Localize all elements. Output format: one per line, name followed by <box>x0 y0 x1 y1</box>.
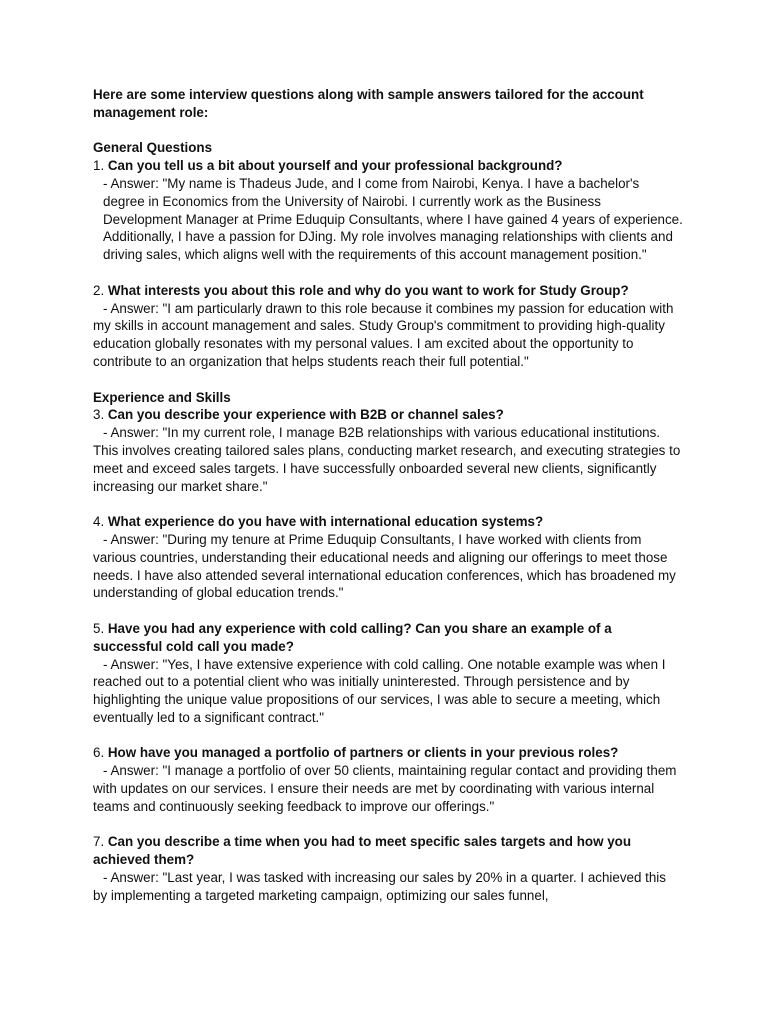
answer-body: - Answer: "I am particularly drawn to this role because it combines my passion for education with my skills in account management and sales. Study Group's commitment to providing high-quality education globally resonates with my personal values. I am excited about the opportunity to contribute to an organization that helps students reach their full potential." <box>93 300 674 369</box>
question-text: Can you describe your experience with B2B or channel sales? <box>107 407 504 423</box>
answer-body: - Answer: "During my tenure at Prime Eduquip Consultants, I have worked with clients from various countries, understanding their educational needs and aligning our offerings to meet those needs. I have also attended several international education conferences, which has broadened my understanding of global education trends." <box>93 531 676 601</box>
answer-body: - Answer: "I manage a portfolio of over 50 clients, maintaining regular contact and providing them with updates on our services. I ensure their needs are met by coordinating with various internal teams and continuously seeking feedback to improve our offerings." <box>93 763 677 814</box>
question-text: What interests you about this role and why do you want to work for Study Group? <box>107 282 629 298</box>
question-block-1 <box>93 157 683 264</box>
question-number: 7. <box>93 834 108 850</box>
answer-body: - Answer: "Last year, I was tasked with increasing our sales by 20% in a quarter. I achieved this by implementing a targeted marketing campaign, optimizing our sales funnel, <box>93 870 666 903</box>
question-text: Can you describe a time when you had to meet specific sales targets and how you achieved them? <box>93 834 632 868</box>
answer-text <box>93 531 683 602</box>
intro-text: Here are some interview questions along with sample answers tailored for the account management role: <box>93 87 644 120</box>
question-text: What experience do you have with international education systems? <box>107 514 544 530</box>
question-line <box>93 157 683 175</box>
question-block-6 <box>93 744 683 815</box>
question-block-5 <box>93 620 683 727</box>
spacer <box>93 602 683 620</box>
question-line <box>93 620 683 656</box>
spacer <box>93 495 683 513</box>
answer-text: - Answer: "My name is Thadeus Jude, and I come from Nairobi, Kenya. I have a bachelor's degree in Economics from the University of Nairobi. I currently work as the Business Development Manager at Prime Eduquip Consultants, where I have gained 4 years of experience. Additionally, I have a passion for DJing. My role involves managing relationships with clients and driving sales, which aligns well with the requirements of this account management position." <box>103 175 683 263</box>
question-number: 1. <box>93 158 108 174</box>
section-heading-experience: Experience and Skills <box>93 389 231 405</box>
question-number: 4. <box>93 514 108 530</box>
question-block-2 <box>93 282 683 371</box>
question-line <box>93 406 683 424</box>
question-text: Can you tell us a bit about yourself and your professional background? <box>107 158 563 174</box>
answer-text <box>93 656 683 727</box>
question-line <box>93 513 683 531</box>
spacer <box>93 727 683 745</box>
question-number: 3. <box>93 407 108 423</box>
question-text: How have you managed a portfolio of partners or clients in your previous roles? <box>107 745 619 761</box>
answer-text <box>93 424 683 495</box>
question-line <box>93 833 683 869</box>
answer-text <box>93 869 683 905</box>
document-page <box>93 86 683 905</box>
answer-text <box>93 762 683 815</box>
question-number: 6. <box>93 745 108 761</box>
answer-text <box>93 300 683 371</box>
question-block-4 <box>93 513 683 602</box>
question-number: 5. <box>93 620 108 636</box>
answer-body: - Answer: "In my current role, I manage B2B relationships with various educational institutions. This involves creating tailored sales plans, conducting market research, and executing strategies to meet and exceed sales targets. I have successfully onboarded several new clients, significantly increasing our market share." <box>93 425 681 494</box>
spacer <box>93 371 683 389</box>
spacer <box>93 816 683 834</box>
question-line <box>93 744 683 762</box>
question-line <box>93 282 683 300</box>
question-text: Have you had any experience with cold calling? Can you share an example of a successful cold call you made? <box>93 620 612 654</box>
answer-body: - Answer: "Yes, I have extensive experience with cold calling. One notable example was when I reached out to a potential client who was initially uninterested. Through persistence and by highlighting the unique value propositions of our services, I was able to secure a meeting, which eventually led to a significant contract." <box>93 656 666 725</box>
spacer <box>93 264 683 282</box>
spacer <box>93 122 683 140</box>
question-block-7 <box>93 833 683 904</box>
question-block-3 <box>93 406 683 495</box>
section-heading-general: General Questions <box>93 140 213 156</box>
question-number: 2. <box>93 282 108 298</box>
